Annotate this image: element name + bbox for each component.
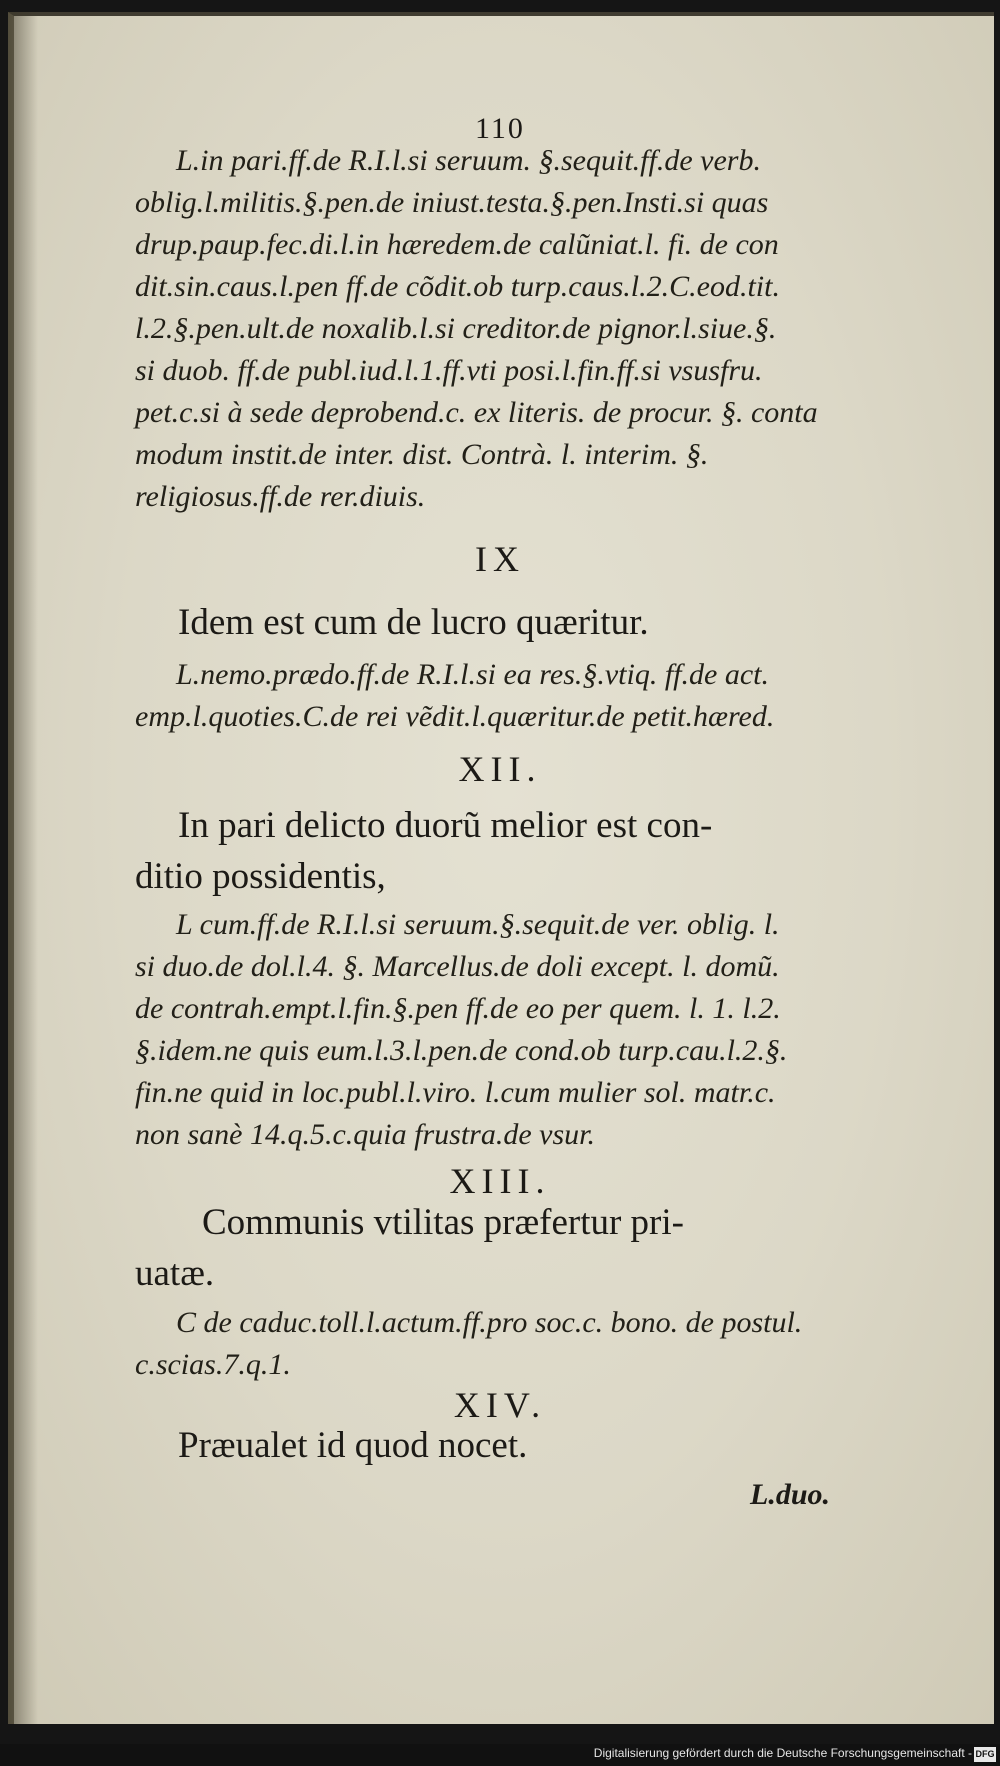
reference-line: L cum.ff.de R.I.l.si seruum.§.sequit.de ver. oblig. l. bbox=[176, 908, 780, 941]
section-heading: XII. bbox=[458, 749, 542, 789]
reference-line: modum instit.de inter. dist. Contrà. l. interim. §. bbox=[135, 438, 709, 471]
page-number: 110 bbox=[475, 112, 525, 145]
section-heading: XIII. bbox=[449, 1161, 551, 1201]
reference-line: L.in pari.ff.de R.I.l.si seruum. §.sequit.ff.de verb. bbox=[176, 144, 761, 177]
reference-line: oblig.l.militis.§.pen.de iniust.testa.§.pen.Insti.si quas bbox=[135, 186, 769, 219]
rule-text-line: In pari delicto duorũ melior est con- bbox=[178, 805, 713, 846]
rule-text-line: uatæ. bbox=[135, 1253, 215, 1294]
section-heading: XIV. bbox=[453, 1385, 547, 1425]
reference-line: l.2.§.pen.ult.de noxalib.l.si creditor.de pignor.l.siue.§. bbox=[135, 312, 777, 345]
reference-line: L.nemo.prædo.ff.de R.I.l.si ea res.§.vtiq. ff.de act. bbox=[176, 658, 769, 691]
reference-line: si duob. ff.de publ.iud.l.1.ff.vti posi.l.fin.ff.si vsusfru. bbox=[135, 354, 763, 387]
reference-line: de contrah.empt.l.fin.§.pen ff.de eo per quem. l. 1. l.2. bbox=[135, 992, 781, 1025]
section-heading: IX bbox=[475, 539, 525, 579]
reference-line: non sanè 14.q.5.c.quia frustra.de vsur. bbox=[135, 1118, 595, 1151]
reference-line: pet.c.si à sede deprobend.c. ex literis. de procur. §. conta bbox=[135, 396, 818, 429]
reference-line: drup.paup.fec.di.l.in hæredem.de calũniat.l. fi. de con bbox=[135, 228, 779, 261]
reference-line: dit.sin.caus.l.pen ff.de cõdit.ob turp.caus.l.2.C.eod.tit. bbox=[135, 270, 780, 303]
reference-line: fin.ne quid in loc.publ.l.viro. l.cum mulier sol. matr.c. bbox=[135, 1076, 776, 1109]
reference-line: religiosus.ff.de rer.diuis. bbox=[135, 480, 426, 513]
rule-text-line: Idem est cum de lucro quæritur. bbox=[178, 602, 649, 643]
reference-line: C de caduc.toll.l.actum.ff.pro soc.c. bono. de postul. bbox=[176, 1306, 803, 1339]
reference-line: emp.l.quoties.C.de rei vẽdit.l.quæritur.de petit.hæred. bbox=[135, 700, 775, 733]
rule-text-line: Communis vtilitas præfertur pri- bbox=[202, 1202, 684, 1243]
reference-line: c.scias.7.q.1. bbox=[135, 1348, 291, 1381]
digitization-footer bbox=[0, 1744, 1000, 1766]
rule-text-line: ditio possidentis, bbox=[135, 856, 386, 897]
catchword: L.duo. bbox=[750, 1478, 831, 1511]
reference-line: si duo.de dol.l.4. §. Marcellus.de doli except. l. domũ. bbox=[135, 950, 780, 983]
rule-text-line: Præualet id quod nocet. bbox=[178, 1425, 528, 1466]
dfg-logo: DFG bbox=[974, 1747, 996, 1762]
funding-credit: Digitalisierung gefördert durch die Deutsche Forschungsgemeinschaft - bbox=[593, 1746, 972, 1760]
reference-line: §.idem.ne quis eum.l.3.l.pen.de cond.ob turp.cau.l.2.§. bbox=[135, 1034, 788, 1067]
